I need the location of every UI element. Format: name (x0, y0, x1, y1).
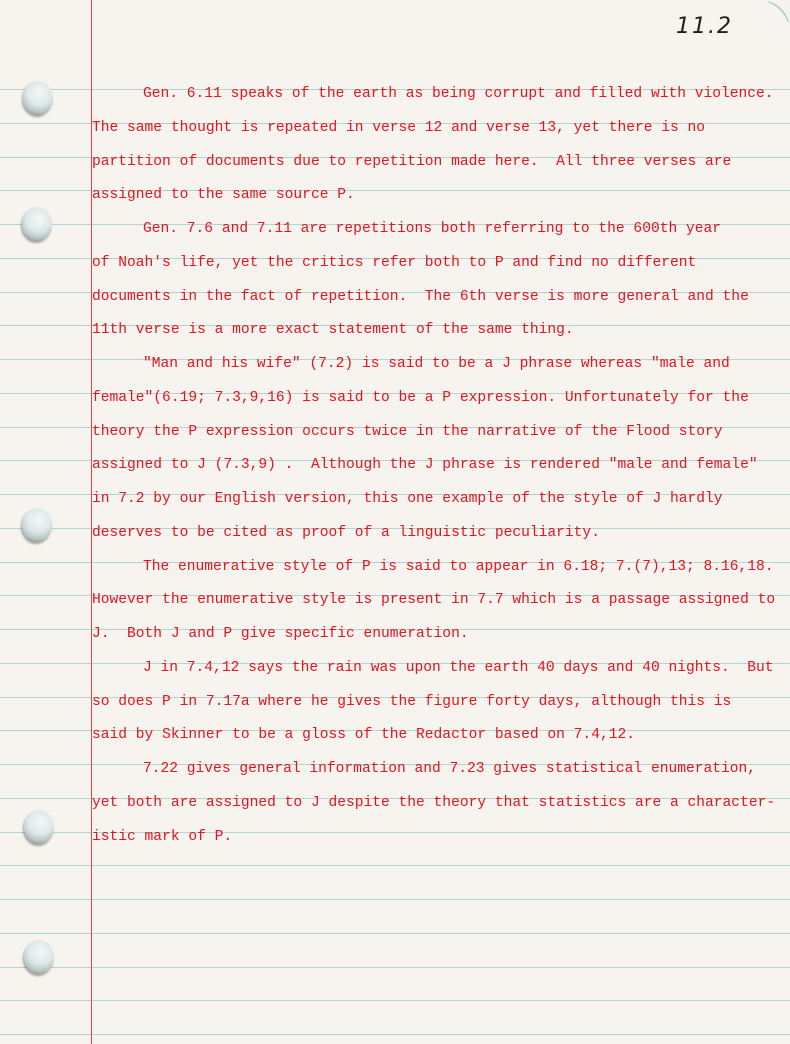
punch-hole-icon (22, 207, 52, 241)
text-line: Gen. 7.6 and 7.11 are repetitions both referring to the 600th year (143, 221, 722, 237)
text-line: 7.22 gives general information and 7.23 gives statistical enumeration, (143, 761, 757, 777)
text-line: so does P in 7.17a where he gives the figure forty days, although this is (92, 693, 732, 710)
text-line: deserves to be cited as proof of a linguistic peculiarity. (92, 524, 600, 541)
text-line: istic mark of P. (92, 828, 233, 845)
text-line: female"(6.19; 7.3,9,16) is said to be a P expression. Unfortunately for the (92, 389, 749, 406)
punch-hole-icon (24, 810, 54, 844)
ruled-line (0, 967, 790, 968)
text-line: said by Skinner to be a gloss of the Redactor based on 7.4,12. (92, 727, 635, 744)
text-line: 11th verse is a more exact statement of the same thing. (92, 322, 574, 339)
paragraph (92, 652, 772, 753)
ruled-line (0, 1034, 790, 1035)
paragraph (92, 78, 772, 213)
text-line: yet both are assigned to J despite the theory that statistics are a character- (92, 794, 776, 811)
text-line: partition of documents due to repetition made here. All three verses are (92, 153, 732, 170)
text-line: of Noah's life, yet the critics refer both to P and find no different (92, 254, 697, 271)
page-number: 11.2 (676, 14, 733, 39)
punch-hole-icon (23, 81, 53, 115)
text-line: The same thought is repeated in verse 12 and verse 13, yet there is no (92, 119, 706, 136)
text-line: The enumerative style of P is said to appear in 6.18; 7.(7),13; 8.16,18. (143, 558, 774, 575)
punch-hole-icon (22, 508, 52, 542)
text-line: in 7.2 by our English version, this one example of the style of J hardly (92, 491, 723, 507)
typed-text (92, 78, 776, 854)
paragraph (92, 213, 772, 348)
ruled-line (0, 865, 790, 866)
punch-hole-icon (24, 940, 54, 974)
text-line: assigned to J (7.3,9) . Although the J phrase is rendered "male and female" (92, 457, 758, 474)
text-line: J. Both J and P give specific enumeration. (92, 626, 469, 642)
paragraph (92, 551, 776, 652)
paragraph (92, 753, 776, 854)
text-line: J in 7.4,12 says the rain was upon the earth 40 days and 40 nights. But (143, 659, 774, 676)
text-line: documents in the fact of repetition. The 6th verse is more general and the (92, 288, 749, 305)
paragraph (92, 348, 772, 551)
text-line: Gen. 6.11 speaks of the earth as being corrupt and filled with violence. (143, 86, 774, 102)
ruled-line (0, 1000, 790, 1001)
text-line: theory the P expression occurs twice in the narrative of the Flood story (92, 423, 723, 440)
ruled-line (0, 899, 790, 900)
ruled-line (0, 933, 790, 934)
text-line: However the enumerative style is present in 7.7 which is a passage assigned to (92, 592, 776, 609)
text-line: "Man and his wife" (7.2) is said to be a J phrase whereas "male and (143, 356, 730, 372)
text-line: assigned to the same source P. (92, 187, 355, 204)
